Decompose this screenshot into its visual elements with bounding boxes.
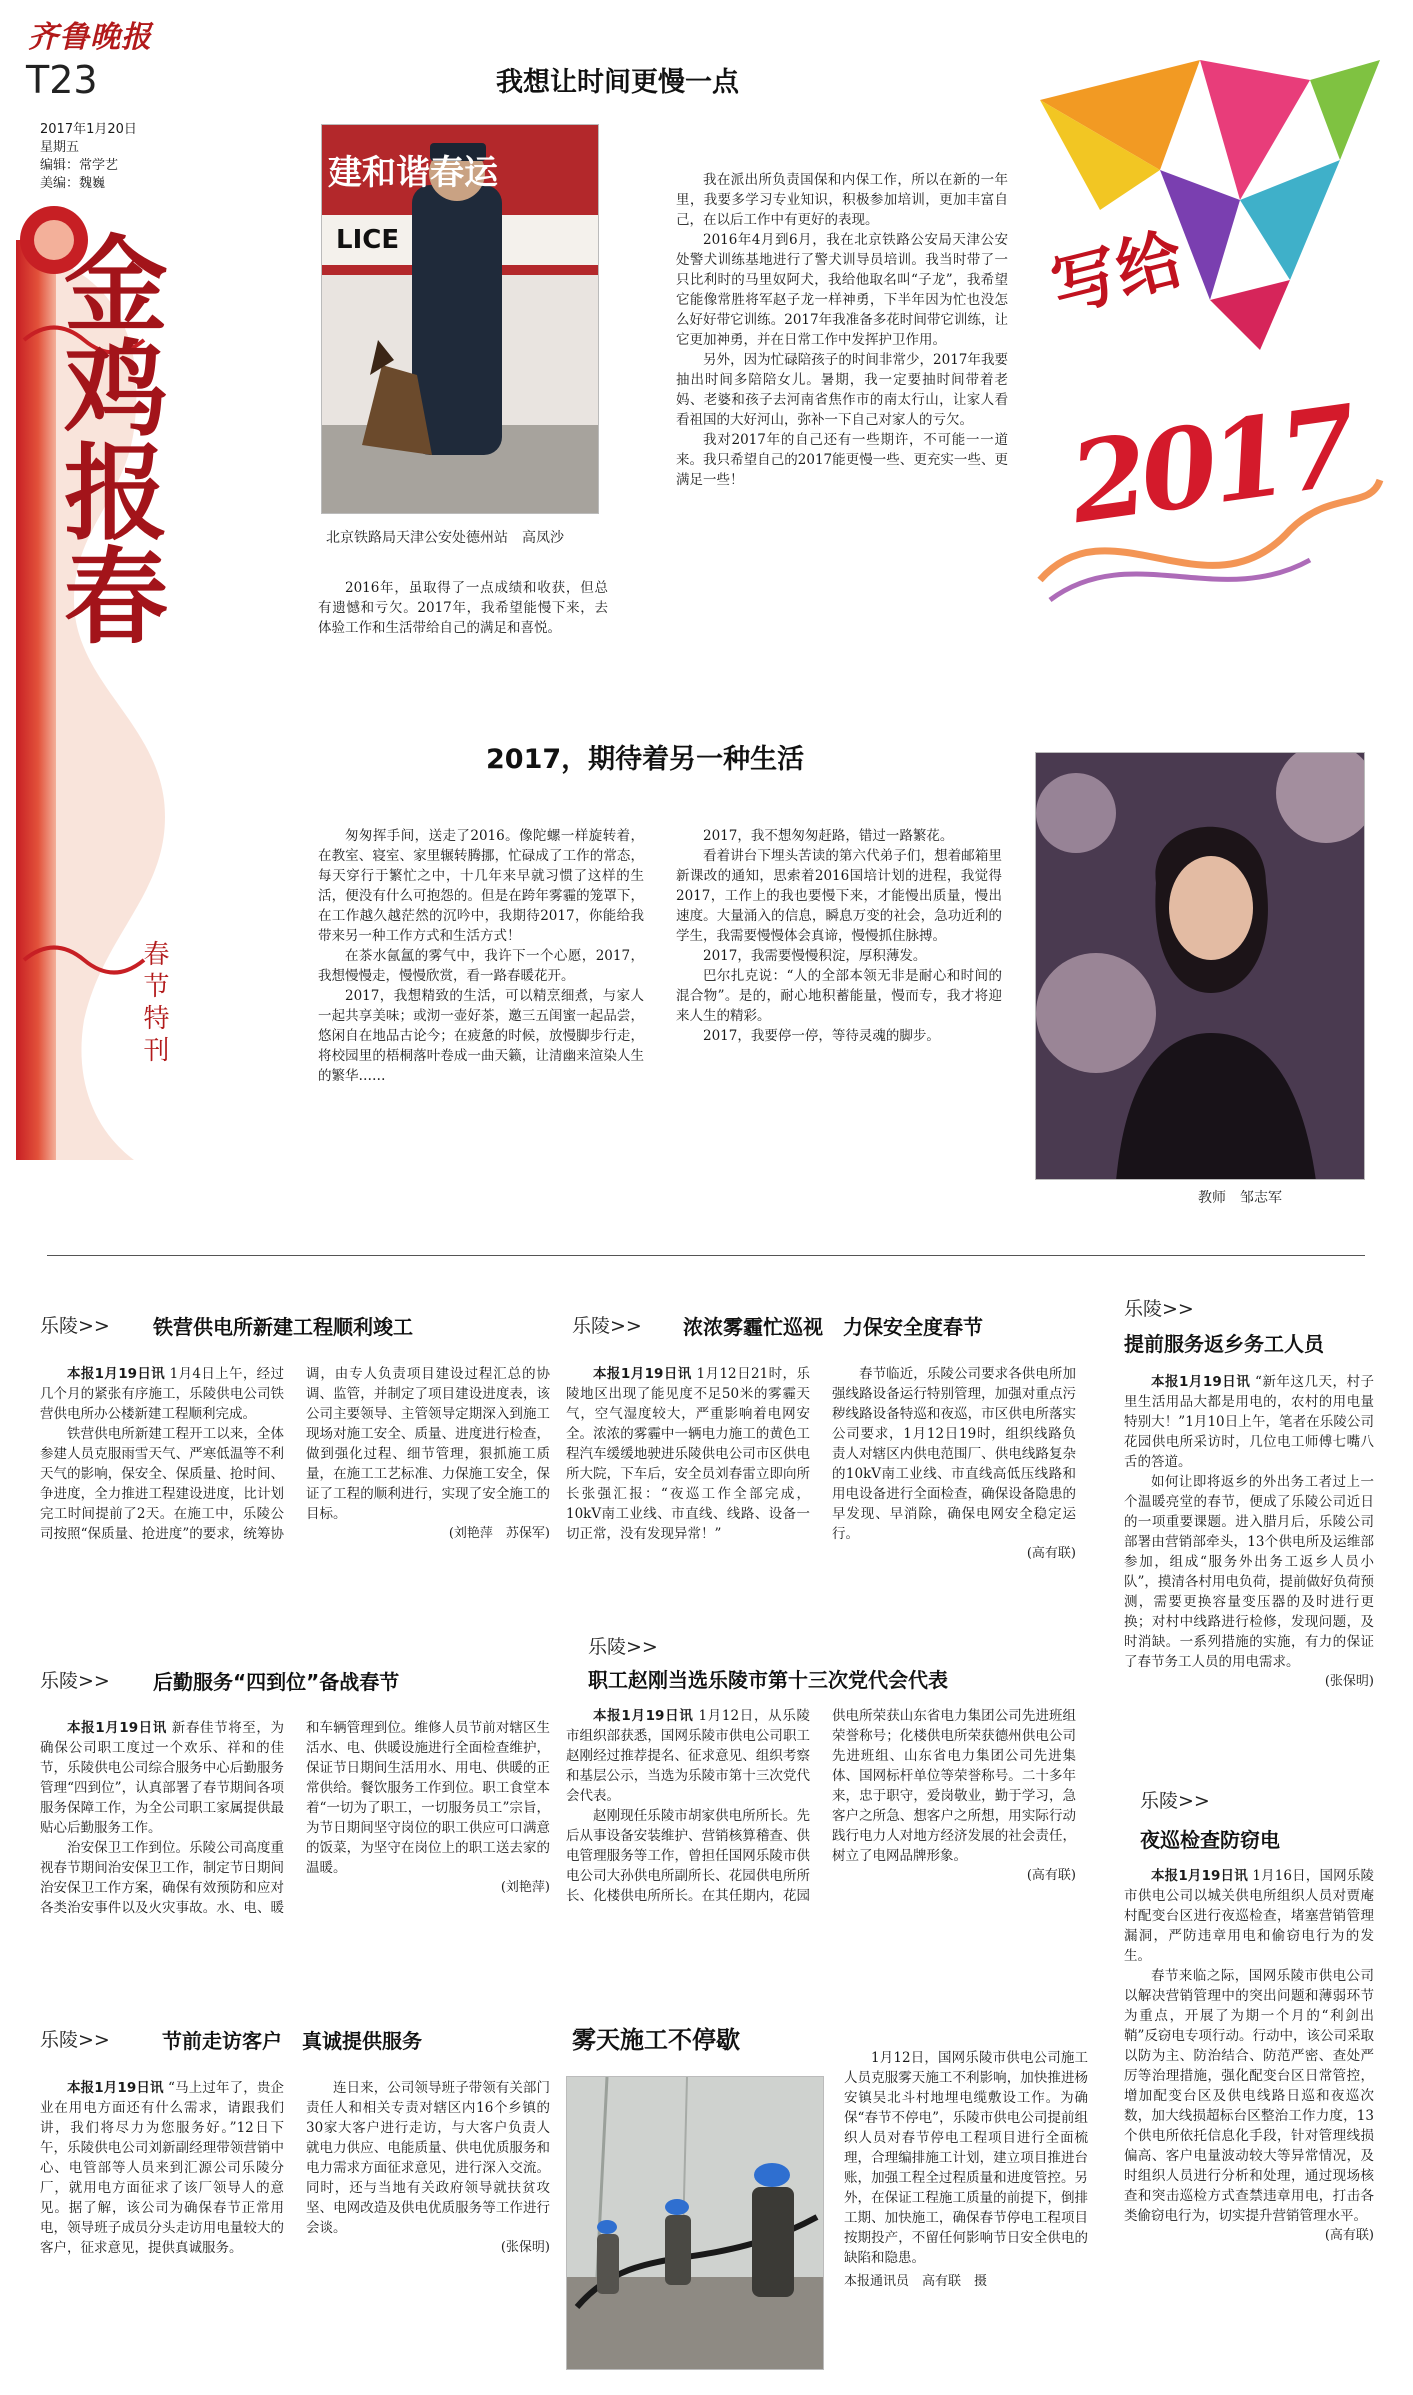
news5-title: 职工赵刚当选乐陵市第十三次党代会代表 <box>588 1668 948 1692</box>
police-sign-text: LICE <box>336 225 400 255</box>
issue-weekday: 星期五 <box>40 140 80 155</box>
news7-p1: “马上过年了，贵企业在用电方面还有什么需求，请跟我们讲，我们将尽力为您服务好。”12日下午，乐陵供电公司刘新副经理带领营销中心、电管部等人员来到汇源公司乐陵分厂，就用电方面征求了该厂领导人的意见。据了解，该公司为确保春节正常用电，领导班子成员分头走访用电量较大的客户，征求意见，提供真诚服务。 <box>40 2080 285 2256</box>
news6-title: 夜巡检查防窃电 <box>1140 1828 1280 1852</box>
article1-col-right <box>676 170 1008 670</box>
news2-para <box>566 1364 810 1544</box>
banner-sign-text: 建和谐春运 <box>328 153 498 193</box>
news4-para <box>40 1718 284 1838</box>
news5-tag: 乐陵>> <box>588 1636 658 1658</box>
news2-p1: 1月12日21时，乐陵地区出现了能见度不足50米的雾霾天气，空气湿度较大，严重影响着电网安全。浓浓的雾霾中一辆电力施工的黄色工程汽车缓缓地驶进乐陵供电公司市区供电所大院，下车后，安全员刘春雷立即向所长张强汇报：“夜巡工作全部完成，10kV南工业线、市直线、线路、设备一切正常，没有发现异常！” <box>566 1366 810 1542</box>
news7-para <box>40 2078 284 2258</box>
article2-para: 在茶水氤氲的雾气中，我许下一个心愿，2017，我想慢慢走，慢慢欣赏，看一路春暖花开。 <box>318 948 644 984</box>
section-divider <box>47 1255 1365 1256</box>
news2-tag: 乐陵>> <box>572 1315 642 1337</box>
news3-p1: “新年这几天，村子里生活用品大都是用电的，农村的用电量特别大！”1月10日上午，笔者在乐陵公司花园供电所采访时，几位电工师傅七嘴八舌的答道。 <box>1124 1374 1374 1470</box>
article1-photo-caption: 北京铁路局天津公安处德州站 高凤沙 <box>326 530 564 546</box>
news7-para: 连日来，公司领导班子带领有关部门责任人和相关专责对辖区内16个乡镇的30家大客户进行走访，与大客户负责人就电力供应、电能质量、供电优质服务和电力需求方面征求意见，进行深入交流。同时，还与当地有关政府领导就扶贫攻坚、电网改造及供电优质服务等工作进行会谈。 <box>306 2080 550 2236</box>
news8-title: 雾天施工不停歇 <box>572 2026 740 2054</box>
teacher-portrait-photo <box>1036 753 1365 1180</box>
banner-year: 2017 <box>1062 380 1360 549</box>
article1-para: 我对2017年的自己还有一些期许，不可能一一道来。我只希望自己的2017能更慢一些、更充实一些、更满足一些！ <box>676 432 1008 488</box>
paper-name: 齐鲁晚报 <box>28 20 152 55</box>
article2-para: 巴尔扎克说：“人的全部本领无非是耐心和时间的混合物”。是的，耐心地积蓄能量，慢而专，我才将迎来人生的精彩。 <box>676 968 1002 1024</box>
news4-lead: 本报1月19日讯 <box>67 1720 167 1736</box>
article1-col-left <box>318 578 608 678</box>
masthead <box>0 0 300 1180</box>
news3-title: 提前服务返乡务工人员 <box>1124 1332 1324 1356</box>
news3-lead: 本报1月19日讯 <box>1151 1374 1251 1390</box>
article1-para: 另外，因为忙碌陪孩子的时间非常少，2017年我要抽出时间多陪陪女儿。暑期，我一定要抽时间带着老妈、老婆和孩子去河南省焦作市的南太行山，让家人看看祖国的大好河山，弥补一下自己对家人的亏欠。 <box>676 352 1008 428</box>
news7-sign: (张保明) <box>500 2240 550 2255</box>
news5-p1: 1月12日，从乐陵市组织部获悉，国网乐陵市供电公司职工赵刚经过推荐提名、征求意见、组织考察和基层公示，当选为乐陵市第十三次党代会代表。 <box>566 1708 810 1804</box>
news3-para <box>1124 1372 1374 1472</box>
news7-title: 节前走访客户 真诚提供服务 <box>162 2029 422 2053</box>
news4-sign: (刘艳萍) <box>500 1880 550 1895</box>
banner-text: 写给 <box>1043 219 1191 327</box>
article1-para: 2016年，虽取得了一点成绩和收获，但总有遗憾和亏欠。2017年，我希望能慢下来，去体验工作和生活带给自己的满足和喜悦。 <box>318 580 608 636</box>
news1-para <box>40 1364 284 1424</box>
news1-body <box>40 1364 550 1680</box>
news6-tag: 乐陵>> <box>1140 1790 1210 1812</box>
news8-photo <box>566 2076 824 2370</box>
news5-para <box>566 1706 810 1806</box>
news3-body <box>1124 1372 1374 1770</box>
news2-body <box>566 1364 1076 1642</box>
news6-para: 春节来临之际，国网乐陵市供电公司以解决营销管理中的突出问题和薄弱环节为重点，开展了为期一个月的“利剑出鞘”反窃电专项行动。行动中，该公司采取以防为主、防治结合、防范严密、查处严厉等治理措施，强化配变台区日常管控，增加配变台区及供电线路日巡和夜巡次数，加大线损超标台区整治工作力度，13个供电所依托信息化手段，针对管理线损偏高、客户电量波动较大等异常情况，及时组织人员进行分析和处理，通过现场核查和突击巡检方式查禁违章用电，打击各类偷窃电行为，切实提升营销管理水平。 <box>1124 1968 1374 2224</box>
article2-para: 2017，我想精致的生活，可以精烹细煮，与家人一起共享美味；或沏一壶好茶，邀三五闺蜜一起品尝，悠闲自在地品古论今；在疲惫的时候，放慢脚步行走，将校园里的梧桐落叶卷成一曲天籁，让清幽来渲染人生的繁华…… <box>318 988 644 1084</box>
news6-p1: 1月16日，国网乐陵市供电公司以城关供电所组织人员对贾庵村配变台区进行夜巡检查，堵塞营销管理漏洞，严防违章用电和偷窃电行为的发生。 <box>1124 1868 1374 1964</box>
article2-para: 匆匆挥手间，送走了2016。像陀螺一样旋转着，在教室、寝室、家里辗转腾挪，忙碌成了工作的常态，每天穿行于繁忙之中，十几年来早就习惯了这样的生活，便没有什么可抱怨的。但是在跨年雾霾的笼罩下，在工作越久越茫然的沉吟中，我期待2017，你能给我带来另一种工作方式和生活方式！ <box>318 828 644 944</box>
news7-lead: 本报1月19日讯 <box>67 2080 164 2096</box>
issue-date: 2017年1月20日 <box>40 122 137 137</box>
news4-para: 治安保卫工作到位。乐陵公司高度重视春节期间治安保卫工作，制定节日期间治安保卫工作方案，确保有效预防和应对各类治安事件以及火灾事故。水、电、暖和车辆管理到位。维修人员节前对辖区生活水、电、供暖设施进行全面检查维护，保证节日期间生活用水、用电、供暖的正常供给。餐饮服务工作到位。职工食堂本着“一切为了职工，一切服务员工”宗旨，为节日期间坚守岗位的职工供应可口满意的饭菜，为坚守在岗位上的职工送去家的温暖。 <box>40 1720 550 1916</box>
special-subtitle: 春节特刊 <box>139 940 169 1068</box>
article1-photo <box>321 124 599 514</box>
news6-lead: 本报1月19日讯 <box>1151 1868 1248 1884</box>
news5-para: 赵刚现任乐陵市胡家供电所所长。先后从事设备安装维护、营销核算稽查、供电管理服务等工作，曾担任国网乐陵市供电公司大孙供电所副所长、花园供电所所长、化楼供电所所长。在其任期内，花园供电所荣获山东省电力集团公司先进班组荣誉称号；化楼供电所荣获德州供电公司先进班组、山东省电力集团公司先进集体、国网标杆单位等荣誉称号。二十多年来，忠于职守，爱岗敬业，勤于学习，急客户之所急、想客户之所想，用实际行动践行电力人对地方经济发展的社会责任，树立了电网品牌形象。 <box>566 1708 1076 1904</box>
year-swirl-art <box>1030 460 1390 620</box>
news4-body <box>40 1718 550 2014</box>
news2-para: 春节临近，乐陵公司要求各供电所加强线路设备运行特别管理，加强对重点污秽线路设备特巡和夜巡，市区供电所落实公司要求，1月12日19时，组织线路负责人对辖区内供电范围厂、供电线路复杂的10kV南工业线、市直线高低压线路和用电设备进行全面检查，确保设备隐患的早发现、早消除，确保电网安全稳定运行。 <box>832 1366 1076 1542</box>
news3-sign: (张保明) <box>1324 1674 1374 1689</box>
article2-photo <box>1035 752 1365 1180</box>
fog-construction-photo <box>567 2077 824 2370</box>
news1-sign: (刘艳萍 苏保军) <box>448 1526 550 1541</box>
news4-title: 后勤服务“四到位”备战春节 <box>153 1670 400 1694</box>
news1-title: 铁营供电所新建工程顺利竣工 <box>153 1315 413 1339</box>
editor-credit: 编辑：常学艺 <box>40 158 119 173</box>
news1-para: 铁营供电所新建工程开工以来，全体参建人员克服雨雪天气、严寒低温等不利天气的影响，保安全、保质量、抢时间、争进度，全力推进工程建设进度，比计划完工时间提前了2天。在施工中，乐陵公司按照“保质量、抢进度”的要求，统筹协调，由专人负责项目建设过程汇总的协调、监管，并制定了项目建设进度表，该公司主要领导、主管领导定期深入到施工现场对施工安全、质量、进度进行检查，做到强化过程、细节管理，狠抓施工质量，在施工工艺标准、力保施工安全，保证了工程的顺利进行，实现了安全施工的目标。 <box>40 1366 550 1542</box>
banner-art <box>1010 20 1400 630</box>
news5-body <box>566 1706 1076 2030</box>
article1-para: 我在派出所负责国保和内保工作，所以在新的一年里，我要多学习专业知识，积极参加培训，更加丰富自己，在以后工作中有更好的表现。 <box>676 172 1008 228</box>
article1-para: 2016年4月到6月，我在北京铁路公安局天津公安处警犬训练基地进行了警犬训导员培训。我当时带了一只比利时的马里奴阿犬，我给他取名叫“子龙”，我希望它能像常胜将军赵子龙一样神勇，下半年因为忙也没怎么好好带它训练。2017年我准备多花时间带它训练，让它更加神勇，并在日常工作中发挥护卫作用。 <box>676 232 1008 348</box>
article2-col-left <box>318 826 644 1206</box>
news2-lead: 本报1月19日讯 <box>593 1366 692 1382</box>
news4-tag: 乐陵>> <box>40 1670 110 1692</box>
news5-sign: (高有联) <box>1026 1868 1076 1883</box>
designer-credit: 美编：魏巍 <box>40 176 106 191</box>
special-title: 金鸡报春 <box>46 230 169 646</box>
article2-title: 2017，期待着另一种生活 <box>486 744 805 775</box>
article2-para: 2017，我不想匆匆赶路，错过一路繁花。 <box>703 828 954 844</box>
news7-tag: 乐陵>> <box>40 2029 110 2051</box>
article1-title: 我想让时间更慢一点 <box>496 67 739 98</box>
news3-tag: 乐陵>> <box>1124 1298 1194 1320</box>
news3-para: 如何让即将返乡的外出务工者过上一个温暖亮堂的春节，便成了乐陵公司近日的一项重要课题。进入腊月后，乐陵公司部署由营销部牵头，13个供电所及运维部参加，组成“服务外出务工返乡人员小队”，摸清各村用电负荷，提前做好负荷预测，需要更换容量变压器的及时进行更换；对村中线路进行检修，发现问题，及时消缺。一系列措施的实施，有力的保证了春节务工人员的用电需求。 <box>1124 1474 1374 1670</box>
article2-para: 2017，我要停一停，等待灵魂的脚步。 <box>703 1028 940 1044</box>
page-number: T23 <box>26 58 98 102</box>
news8-para: 1月12日，国网乐陵市供电公司施工人员克服雾天施工不利影响，加快推进杨安镇吴北斗村地埋电缆敷设工作。为确保“春节不停电”，乐陵市供电公司提前组织人员对春节停电工程项目进行全面梳理，合理编排施工计划，建立项目推进台账，加强工程全过程质量和进度管控。另外，在保证工程施工质量的前提下，倒排工期、加快施工，确保春节停电工程项目按期投产，不留任何影响节日安全供电的缺陷和隐患。 <box>844 2050 1088 2266</box>
news6-body <box>1124 1866 1374 2370</box>
news8-sign: 本报通讯员 高有联 摄 <box>844 2274 988 2289</box>
news1-p1: 1月4日上午，经过几个月的紧张有序施工，乐陵供电公司铁营供电所办公楼新建工程顺利完成。 <box>40 1366 284 1422</box>
news8-body <box>844 2048 1088 2378</box>
news4-p1: 新春佳节将至，为确保公司职工度过一个欢乐、祥和的佳节，乐陵供电公司综合服务中心后勤服务管理“四到位”，认真部署了春节期间各项服务保障工作，为全公司职工家属提供最贴心后勤服务工作。 <box>40 1720 285 1836</box>
news7-body <box>40 2078 550 2378</box>
news1-tag: 乐陵>> <box>40 1315 110 1337</box>
news2-title: 浓浓雾霾忙巡视 力保安全度春节 <box>683 1315 983 1339</box>
news1-lead: 本报1月19日讯 <box>67 1366 166 1382</box>
article2-col-right <box>676 826 1002 1206</box>
news2-sign: (高有联) <box>1026 1546 1076 1561</box>
news6-sign: (高有联) <box>1324 2228 1374 2243</box>
article2-photo-caption: 教师 邹志军 <box>1198 1190 1282 1206</box>
article2-para: 看着讲台下埋头苦读的第六代弟子们，想着邮箱里新课改的通知，思索着2016国培计划的进程，我觉得2017，工作上的我也要慢下来，才能慢出质量，慢出速度。大量涌入的信息，瞬息万变的社会，急功近利的学生，我需要慢慢体会真谛，慢慢抓住脉搏。 <box>676 848 1002 944</box>
news5-lead: 本报1月19日讯 <box>593 1708 694 1724</box>
news6-para <box>1124 1866 1374 1966</box>
article2-para: 2017，我需要慢慢积淀，厚积薄发。 <box>703 948 927 964</box>
